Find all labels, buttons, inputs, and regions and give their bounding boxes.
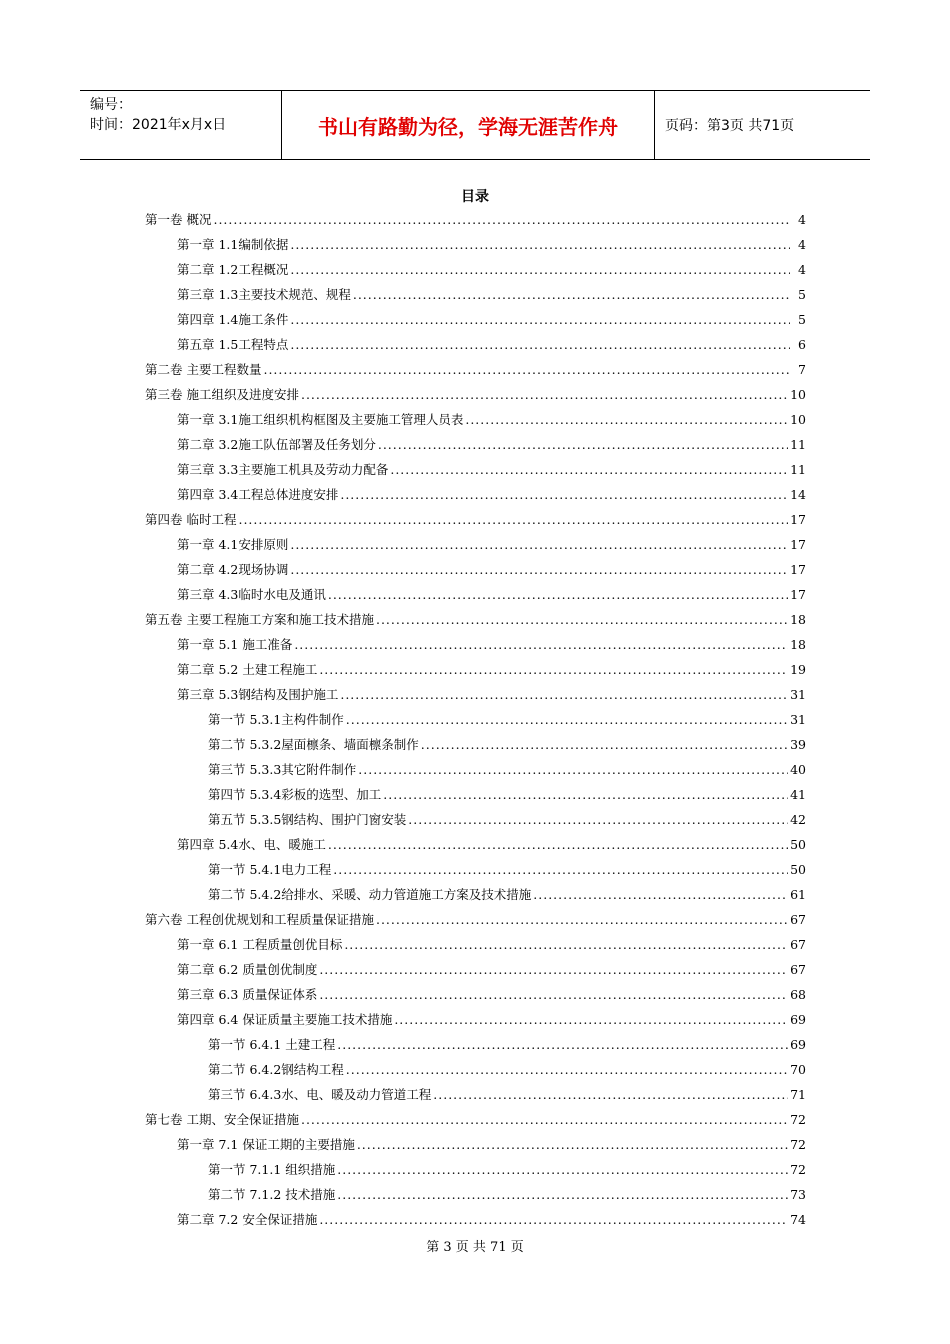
toc-entry[interactable] (208, 1032, 806, 1057)
toc-entry-page: 68 (790, 987, 806, 1002)
toc-leader-dots (290, 257, 790, 282)
toc-entry-title: 第一卷 概况 (145, 212, 212, 227)
toc-leader-dots (340, 482, 788, 507)
toc-entry[interactable] (208, 1157, 806, 1182)
toc-entry[interactable] (177, 632, 806, 657)
toc-entry[interactable] (208, 1082, 806, 1107)
toc-entry-page: 70 (790, 1062, 806, 1077)
toc-leader-dots (358, 757, 788, 782)
toc-leader-dots (346, 707, 788, 732)
toc-entry[interactable] (177, 432, 806, 457)
toc-entry-page: 18 (790, 637, 806, 652)
toc-leader-dots (290, 532, 788, 557)
document-header (80, 90, 870, 160)
toc-entry-title: 第四卷 临时工程 (145, 512, 237, 527)
toc-entry[interactable] (208, 732, 806, 757)
toc-entry-title: 第一章 3.1施工组织机构框图及主要施工管理人员表 (177, 412, 464, 427)
toc-entry[interactable] (177, 557, 806, 582)
toc-entry-page: 73 (790, 1187, 806, 1202)
toc-leader-dots (337, 1182, 788, 1207)
toc-entry-title: 第一章 6.1 工程质量创优目标 (177, 937, 343, 952)
toc-leader-dots (433, 1082, 788, 1107)
toc-entry-page: 69 (790, 1012, 806, 1027)
toc-entry-title: 第四章 1.4施工条件 (177, 312, 289, 327)
toc-leader-dots (344, 932, 788, 957)
toc-entry[interactable] (177, 532, 806, 557)
toc-entry-page: 42 (790, 812, 806, 827)
toc-entry-page: 72 (790, 1162, 806, 1177)
toc-entry[interactable] (208, 1057, 806, 1082)
toc-entry[interactable] (177, 1207, 806, 1232)
toc-leader-dots (337, 1157, 788, 1182)
toc-entry-title: 第二节 7.1.2 技术措施 (208, 1187, 336, 1202)
toc-leader-dots (328, 832, 788, 857)
toc-leader-dots (383, 782, 788, 807)
toc-entry[interactable] (145, 607, 806, 632)
toc-leader-dots (319, 982, 788, 1007)
toc-leader-dots (319, 657, 788, 682)
toc-entry[interactable] (145, 357, 806, 382)
toc-leader-dots (213, 207, 790, 232)
toc-entry[interactable] (145, 907, 806, 932)
toc-leader-dots (394, 1007, 788, 1032)
toc-entry-title: 第三节 5.3.3其它附件制作 (208, 762, 357, 777)
toc-entry[interactable] (177, 407, 806, 432)
toc-entry-page: 17 (790, 562, 806, 577)
toc-entry-page: 67 (790, 912, 806, 927)
toc-entry[interactable] (177, 982, 806, 1007)
toc-entry-title: 第四章 5.4水、电、暖施工 (177, 837, 326, 852)
toc-entry[interactable] (177, 932, 806, 957)
toc-entry-title: 第二章 6.2 质量创优制度 (177, 962, 318, 977)
toc-entry[interactable] (177, 682, 806, 707)
toc-entry-title: 第二章 3.2施工队伍部署及任务划分 (177, 437, 376, 452)
toc-entry[interactable] (177, 657, 806, 682)
toc-leader-dots (408, 807, 788, 832)
toc-leader-dots (378, 432, 788, 457)
toc-entry-title: 第三卷 施工组织及进度安排 (145, 387, 299, 402)
toc-entry-page: 67 (790, 937, 806, 952)
toc-entry[interactable] (145, 507, 806, 532)
toc-entry-page: 71 (790, 1087, 806, 1102)
toc-entry-title: 第五卷 主要工程施工方案和施工技术措施 (145, 612, 374, 627)
toc-leader-dots (340, 682, 788, 707)
toc-entry[interactable] (208, 782, 806, 807)
toc-leader-dots (238, 507, 788, 532)
toc-entry-page: 31 (790, 687, 806, 702)
toc-entry[interactable] (177, 457, 806, 482)
toc-entry[interactable] (208, 757, 806, 782)
toc-entry-page: 5 (798, 287, 806, 302)
toc-entry-title: 第一章 4.1安排原则 (177, 537, 289, 552)
toc-entry-page: 4 (798, 237, 806, 252)
toc-entry-page: 72 (790, 1137, 806, 1152)
toc-entry-page: 5 (798, 312, 806, 327)
toc-entry-page: 14 (790, 487, 806, 502)
toc-entry[interactable] (145, 382, 806, 407)
toc-entry-title: 第五节 5.3.5钢结构、围护门窗安装 (208, 812, 407, 827)
toc-entry[interactable] (208, 807, 806, 832)
toc-entry-page: 6 (798, 337, 806, 352)
toc-entry[interactable] (177, 1132, 806, 1157)
toc-entry-title: 第二卷 主要工程数量 (145, 362, 262, 377)
toc-entry-page: 10 (790, 387, 806, 402)
toc-entry[interactable] (177, 257, 806, 282)
toc-entry-title: 第一节 6.4.1 土建工程 (208, 1037, 336, 1052)
toc-entry-title: 第三章 5.3钢结构及围护施工 (177, 687, 339, 702)
header-page-info: 页码：第3页 共71页 (665, 118, 795, 134)
toc-leader-dots (290, 332, 790, 357)
toc-entry-page: 17 (790, 587, 806, 602)
toc-leader-dots (353, 282, 790, 307)
toc-entry[interactable] (208, 882, 806, 907)
toc-title: 目录 (461, 189, 489, 205)
toc-leader-dots (465, 407, 788, 432)
toc-entry-page: 39 (790, 737, 806, 752)
toc-entry-title: 第三章 1.3主要技术规范、规程 (177, 287, 351, 302)
toc-entry-page: 11 (790, 462, 806, 477)
toc-entry-title: 第一节 7.1.1 组织措施 (208, 1162, 336, 1177)
toc-entry[interactable] (208, 857, 806, 882)
toc-leader-dots (290, 307, 790, 332)
page-footer: 第 3 页 共 71 页 (426, 1240, 524, 1255)
toc-entry-page: 7 (798, 362, 806, 377)
toc-entry-title: 第一章 5.1 施工准备 (177, 637, 293, 652)
toc-entry[interactable] (177, 1007, 806, 1032)
toc-entry[interactable] (208, 1182, 806, 1207)
toc-entry[interactable] (177, 232, 806, 257)
toc-entry-page: 10 (790, 412, 806, 427)
toc-entry-title: 第二节 5.3.2屋面檩条、墙面檩条制作 (208, 737, 419, 752)
toc-entry[interactable] (177, 832, 806, 857)
toc-leader-dots (421, 732, 788, 757)
toc-entry[interactable] (177, 307, 806, 332)
toc-entry-title: 第二章 1.2工程概况 (177, 262, 289, 277)
toc-entry[interactable] (177, 582, 806, 607)
toc-leader-dots (357, 1132, 788, 1157)
toc-entry-title: 第一节 5.3.1主构件制作 (208, 712, 344, 727)
toc-entry-title: 第二节 5.4.2给排水、采暖、动力管道施工方案及技术措施 (208, 887, 532, 902)
toc-leader-dots (376, 607, 788, 632)
toc-entry-page: 40 (790, 762, 806, 777)
toc-entry-title: 第二章 5.2 土建工程施工 (177, 662, 318, 677)
toc-entry[interactable] (177, 332, 806, 357)
time-label: 时间：2021年x月x日 (90, 117, 227, 133)
toc-leader-dots (376, 907, 788, 932)
toc-entry-page: 17 (790, 512, 806, 527)
toc-entry-title: 第四节 5.3.4彩板的选型、加工 (208, 787, 382, 802)
toc-entry-title: 第三章 4.3临时水电及通讯 (177, 587, 326, 602)
toc-entry-title: 第五章 1.5工程特点 (177, 337, 289, 352)
header-meta (80, 91, 282, 159)
toc-leader-dots (301, 1107, 788, 1132)
toc-entry-page: 4 (798, 212, 806, 227)
toc-leader-dots (290, 557, 788, 582)
toc-entry-title: 第三节 6.4.3水、电、暖及动力管道工程 (208, 1087, 432, 1102)
toc-leader-dots (294, 632, 788, 657)
toc-leader-dots (328, 582, 788, 607)
toc-leader-dots (319, 1207, 788, 1232)
toc-leader-dots (263, 357, 790, 382)
toc-entry-title: 第七卷 工期、安全保证措施 (145, 1112, 299, 1127)
toc-leader-dots (337, 1032, 788, 1057)
toc-leader-dots (533, 882, 788, 907)
toc-leader-dots (346, 1057, 788, 1082)
toc-entry[interactable] (177, 282, 806, 307)
toc-entry-title: 第三章 6.3 质量保证体系 (177, 987, 318, 1002)
toc-entry-page: 31 (790, 712, 806, 727)
toc-entry[interactable] (145, 1107, 806, 1132)
toc-entry-page: 17 (790, 537, 806, 552)
toc-entry-title: 第一章 7.1 保证工期的主要措施 (177, 1137, 355, 1152)
toc-entry[interactable] (177, 957, 806, 982)
toc-entry-page: 18 (790, 612, 806, 627)
toc-entry-page: 67 (790, 962, 806, 977)
toc-entry-page: 41 (790, 787, 806, 802)
toc-entry-page: 50 (790, 837, 806, 852)
number-label: 编号： (90, 97, 132, 113)
toc-entry-page: 4 (798, 262, 806, 277)
toc-entry[interactable] (177, 482, 806, 507)
toc-leader-dots (390, 457, 788, 482)
toc-leader-dots (290, 232, 790, 257)
toc-entry-title: 第二章 4.2现场协调 (177, 562, 289, 577)
toc-entry-title: 第二节 6.4.2钢结构工程 (208, 1062, 344, 1077)
toc-leader-dots (333, 857, 788, 882)
toc-entry-title: 第三章 3.3主要施工机具及劳动力配备 (177, 462, 389, 477)
toc-entry-title: 第二章 7.2 安全保证措施 (177, 1212, 318, 1227)
toc-entry-page: 61 (790, 887, 806, 902)
toc-leader-dots (301, 382, 788, 407)
toc-entry-title: 第一章 1.1编制依据 (177, 237, 289, 252)
toc-entry-page: 50 (790, 862, 806, 877)
toc-leader-dots (319, 957, 788, 982)
header-motto: 书山有路勤为径，学海无涯苦作舟 (282, 91, 655, 159)
toc-entry-page: 19 (790, 662, 806, 677)
toc-entry[interactable] (208, 707, 806, 732)
toc-entry-page: 74 (790, 1212, 806, 1227)
toc-entry-title: 第四章 6.4 保证质量主要施工技术措施 (177, 1012, 393, 1027)
toc-entry-title: 第六卷 工程创优规划和工程质量保证措施 (145, 912, 374, 927)
toc-entry-title: 第四章 3.4工程总体进度安排 (177, 487, 339, 502)
toc-entry[interactable] (145, 207, 806, 232)
toc-entry-page: 72 (790, 1112, 806, 1127)
toc-entry-page: 69 (790, 1037, 806, 1052)
toc-entry-page: 11 (790, 437, 806, 452)
toc-entry-title: 第一节 5.4.1电力工程 (208, 862, 332, 877)
